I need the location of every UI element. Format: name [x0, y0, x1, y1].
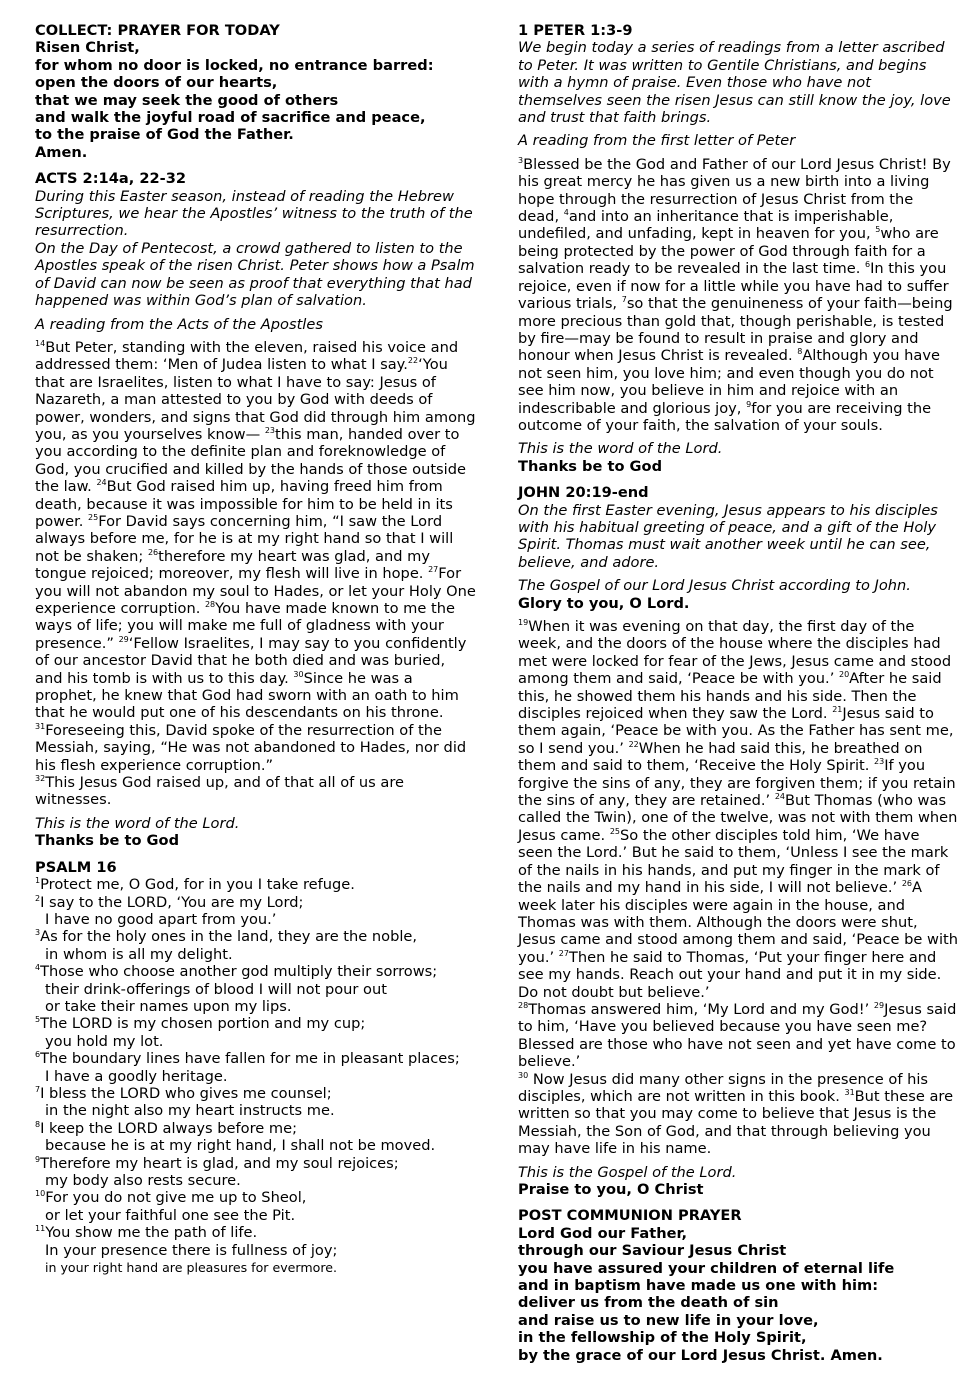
psalm-line	[35, 1033, 477, 1050]
verse-text: and into an inheritance that is imperishable, undefiled, and unfading, kept in heaven for you,	[518, 208, 894, 243]
psalm-line-text: or let your faithful one see the Pit.	[45, 1206, 296, 1224]
verse-text: so that the genuineness of your faith—being more precious than gold that, though perishable, is tested by fire—may be found to result in praise and glory and honour when Jesus Christ is revealed.	[518, 295, 953, 365]
post-communion-line: deliver us from the death of sin	[518, 1294, 779, 1312]
verse-text: After he said this, he showed them his hands and his side. Then the disciples rejoiced when they saw the Lord.	[518, 670, 942, 723]
collect-line: that we may seek the good of others	[35, 91, 339, 109]
verse-number: 14	[35, 339, 46, 349]
psalm-line	[35, 981, 477, 998]
verse-number: 25	[88, 513, 99, 523]
verse-number: 5	[875, 225, 881, 235]
verse-text: therefore my heart was glad, and my tongue rejoiced; moreover, my flesh will live in hope.	[35, 547, 430, 583]
acts-announcement: A reading from the Acts of the Apostles	[35, 315, 323, 333]
verse-text: ‘You that are Israelites, listen to what I have to say: Jesus of Nazareth, a man attested to you by God with deeds of power, wonders, and signs that God did through him among you, as you yourselves know—	[35, 356, 476, 443]
left-column	[35, 22, 477, 1285]
verse-number: 8	[35, 1119, 41, 1129]
acts-text	[35, 339, 477, 774]
psalm-line	[35, 876, 477, 893]
verse-number: 24	[774, 792, 785, 802]
verse-number: 29	[118, 634, 129, 644]
psalm-line	[35, 1015, 477, 1032]
verse-number: 31	[35, 721, 46, 731]
verse-number: 8	[797, 347, 803, 357]
psalm-line	[35, 1172, 477, 1189]
psalm-line	[35, 963, 477, 980]
psalm-line	[35, 1102, 477, 1119]
peter-text	[518, 156, 958, 435]
psalm-line	[35, 1085, 477, 1102]
verse-text: In this you rejoice, even if now for a little while you have had to suffer various trials,	[518, 260, 949, 313]
john-text	[518, 618, 958, 1001]
collect-line: for whom no door is locked, no entrance barred:	[35, 56, 434, 74]
psalm-line-text: I have a goodly heritage.	[45, 1067, 228, 1085]
verse-text: A week later his disciples were again in the house, and Thomas was with them. Although the doors were shut, Jesus came and stood among them and said, ‘Peace be with you.’	[518, 879, 958, 966]
verse-text: ‘Fellow Israelites, I may say to you confidently of our ancestor David that he both died and was buried, and his tomb is with us to this day.	[35, 634, 467, 687]
psalm-line-text: Those who choose another god multiply their sorrows;	[40, 963, 438, 981]
collect-line: open the doors of our hearts,	[35, 74, 278, 92]
psalm-line-text: You show me the path of life.	[45, 1224, 258, 1242]
verse-text: who are being protected by the power of God through faith for a salvation ready to be revealed in the last time.	[518, 225, 939, 278]
peter-response: Thanks be to God	[518, 457, 663, 475]
verse-number: 28	[518, 1001, 529, 1011]
verse-text: If you forgive the sins of any, they are forgiven them; if you retain the sins of any, they are retained.’	[518, 757, 956, 810]
verse-text: You have made known to me the ways of life; you will make me full of gladness with your presence.”	[35, 600, 455, 652]
verse-number: 6	[864, 260, 871, 270]
verse-number: 27	[428, 565, 439, 575]
john-announcement: The Gospel of our Lord Jesus Christ according to John.	[518, 577, 911, 595]
acts-text-last	[35, 774, 477, 809]
psalm-line-text: I have no good apart from you.’	[45, 910, 277, 928]
psalm-line-text: my body also rests secure.	[45, 1172, 241, 1189]
verse-text: Blessed be the God and Father of our Lord Jesus Christ! By his great mercy he has given us a new birth into a living hope through the resurrection of Jesus Christ from the dead,	[518, 155, 951, 226]
john-intro: On the first Easter evening, Jesus appears to his disciples with his habitual greeting of peace, and a gift of the Holy Spirit. Thomas must wait another week until he can see, believe, and adore.	[518, 501, 938, 571]
peter-ending: This is the word of the Lord.	[518, 440, 723, 458]
verse-number: 1	[35, 876, 41, 886]
john-text-3	[518, 1071, 958, 1158]
psalm-line	[35, 1155, 477, 1172]
psalm-last-line: in your right hand are pleasures for evermore.	[45, 1260, 338, 1276]
psalm-line-text: you hold my lot.	[45, 1032, 164, 1050]
peter-intro: We begin today a series of readings from a letter ascribed to Peter. It was written to Gentile Christians, and begins with a hymn of praise. Even those who have not themselves seen the risen Jesus can still know the joy, love and trust that faith brings.	[518, 39, 951, 127]
verse-text: But these are written so that you may come to believe that Jesus is the Messiah, the Son of God, and that through believing you may have life in his name.	[518, 1087, 954, 1158]
psalm-section	[35, 859, 477, 1277]
acts-response: Thanks be to God	[35, 832, 180, 850]
psalm-line	[35, 1242, 477, 1259]
collect-prayer	[35, 39, 477, 161]
psalm-line-text: their drink-offerings of blood I will not pour out	[45, 980, 387, 998]
psalm-line	[35, 928, 477, 945]
psalm-line-text: In your presence there is fullness of joy;	[45, 1241, 338, 1259]
verse-number: 4	[563, 208, 569, 218]
psalm-line	[35, 894, 477, 911]
verse-number: 32	[35, 774, 46, 784]
peter-reading-section	[518, 22, 958, 475]
psalm-line	[35, 1137, 477, 1154]
psalm-line-text: in the night also my heart instructs me.	[45, 1102, 335, 1120]
verse-text: this man, handed over to you according to the definite plan and foreknowledge of God, you crucified and killed by the hands of those outside the law.	[35, 425, 466, 496]
psalm-line	[35, 1224, 477, 1241]
verse-number: 2	[35, 893, 41, 903]
post-communion-line: Lord God our Father,	[518, 1224, 688, 1242]
john-acclamation: Glory to you, O Lord.	[518, 594, 690, 612]
post-communion-heading: POST COMMUNION PRAYER	[518, 1207, 742, 1225]
peter-heading: 1 PETER 1:3-9	[518, 22, 633, 39]
psalm-heading: PSALM 16	[35, 858, 117, 876]
psalm-line-text: The LORD is my chosen portion and my cup;	[40, 1015, 366, 1033]
verse-text: But God raised him up, having freed him from death, because it was impossible for him to be held in its power.	[35, 478, 453, 530]
collect-line: and walk the joyful road of sacrifice and peace,	[35, 109, 426, 127]
collect-line: to the praise of God the Father.	[35, 126, 294, 144]
post-communion-line: in the fellowship of the Holy Spirit,	[518, 1329, 807, 1347]
verse-text: Then he said to Thomas, ‘Put your finger here and see my hands. Reach out your hand and put it in my side. Do not doubt but believe.’	[518, 948, 942, 1001]
right-column	[518, 22, 958, 1373]
psalm-line-text: or take their names upon my lips.	[45, 997, 292, 1015]
psalm-text	[35, 876, 477, 1259]
collect-heading: COLLECT: PRAYER FOR TODAY	[35, 22, 280, 39]
psalm-line-text: As for the holy ones in the land, they are the noble,	[40, 928, 418, 946]
verse-number: 26	[147, 547, 159, 557]
psalm-line	[35, 911, 477, 928]
verse-text: So the other disciples told him, ‘We have seen the Lord.’ But he said to them, ‘Unless I see the mark of the nails in his hands, and put my finger in the mark of the nails and my hand in his side, I will not believe.’	[518, 826, 949, 897]
verse-text: For you will not abandon my soul to Hades, or let your Holy One experience corruption.	[35, 565, 476, 617]
verse-text: Although you have not seen him, you love him; and even though you do not see him now, you believe in him and rejoice with an indescribable and glorious joy,	[518, 347, 940, 417]
post-communion-line: and in baptism have made us one with him:	[518, 1277, 879, 1295]
psalm-line	[35, 1050, 477, 1067]
post-communion-line: and raise us to new life in your love,	[518, 1311, 819, 1329]
verse-number: 27	[558, 948, 569, 958]
psalm-line-text: I bless the LORD who gives me counsel;	[40, 1084, 332, 1102]
verse-number: 5	[35, 1015, 41, 1025]
post-communion-line: you have assured your children of eternal life	[518, 1259, 895, 1277]
verse-number: 23	[264, 426, 276, 436]
verse-text: This Jesus God raised up, and of that all of us are witnesses.	[35, 774, 405, 809]
psalm-line-text: in whom is all my delight.	[45, 945, 233, 963]
psalm-line-text: I keep the LORD always before me;	[40, 1119, 298, 1137]
psalm-line-text: Protect me, O God, for in you I take refuge.	[40, 876, 355, 894]
psalm-line	[35, 1068, 477, 1085]
collect-line: Amen.	[35, 143, 88, 161]
gospel-section	[518, 484, 958, 1198]
verse-number: 22	[628, 739, 639, 749]
verse-text: for you are receiving the outcome of your faith, the salvation of your souls.	[518, 399, 932, 434]
verse-number: 6	[35, 1050, 41, 1060]
post-communion-section	[518, 1207, 958, 1364]
verse-number: 30	[518, 1070, 529, 1080]
verse-number: 25	[609, 827, 621, 837]
collect-line: Risen Christ,	[35, 39, 140, 57]
john-ending: This is the Gospel of the Lord.	[518, 1163, 737, 1181]
verse-number: 23	[874, 757, 885, 767]
verse-text: Jesus said to them again, ‘Peace be with you. As the Father has sent me, so I send you.’	[518, 705, 954, 757]
verse-number: 28	[204, 600, 216, 610]
collect-section	[35, 22, 477, 161]
verse-number: 31	[844, 1088, 855, 1098]
psalm-line-text: The boundary lines have fallen for me in pleasant places;	[40, 1050, 460, 1068]
verse-number: 7	[35, 1085, 41, 1095]
verse-text: For David says concerning him, “I saw the Lord always before me, for he is at my right hand so that I will not be shaken;	[35, 512, 454, 565]
verse-number: 11	[35, 1224, 46, 1234]
acts-intro-1: During this Easter season, instead of reading the Hebrew Scriptures, we hear the Apostles’ witness to the truth of the resurrection.	[35, 187, 473, 240]
verse-number: 21	[832, 705, 843, 715]
verse-number: 24	[96, 478, 107, 488]
verse-number: 7	[621, 295, 627, 305]
peter-announcement: A reading from the first letter of Peter	[518, 132, 796, 150]
post-communion-line: by the grace of our Lord Jesus Christ. Amen.	[518, 1346, 883, 1364]
acts-heading: ACTS 2:14a, 22-32	[35, 170, 186, 188]
verse-number: 9	[746, 399, 752, 409]
verse-number: 22	[407, 356, 419, 366]
verse-text: When he had said this, he breathed on them and said to them, ‘Receive the Holy Spirit.	[518, 739, 923, 775]
psalm-line-text: Therefore my heart is glad, and my soul rejoices;	[40, 1154, 399, 1172]
psalm-line	[35, 998, 477, 1015]
verse-text: Now Jesus did many other signs in the presence of his disciples, which are not written in this book.	[518, 1070, 928, 1105]
post-communion-prayer	[518, 1225, 958, 1364]
verse-number: 26	[901, 879, 913, 889]
verse-text: Thomas answered him, ‘My Lord and my God!’	[528, 1000, 874, 1018]
john-response: Praise to you, O Christ	[518, 1181, 704, 1198]
psalm-line-text: I say to the LORD, ‘You are my Lord;	[40, 893, 304, 911]
verse-number: 3	[518, 155, 524, 165]
psalm-line	[35, 946, 477, 963]
psalm-line	[35, 1120, 477, 1137]
acts-reading-section	[35, 170, 477, 849]
acts-ending: This is the word of the Lord.	[35, 814, 240, 832]
acts-intro-2: On the Day of Pentecost, a crowd gathered to listen to the Apostles speak of the risen Christ. Peter shows how a Psalm of David can now be seen as proof that everything that had happened was within God’s plan of salvation.	[35, 239, 475, 310]
verse-number: 9	[35, 1154, 41, 1164]
verse-number: 19	[518, 618, 529, 628]
verse-text: Jesus said to him, ‘Have you believed because you have seen me? Blessed are those who have not seen and yet have come to believe.’	[518, 1000, 957, 1071]
verse-text: Foreseeing this, David spoke of the resurrection of the Messiah, saying, “He was not abandoned to Hades, nor did his flesh experience corruption.”	[35, 721, 467, 774]
verse-number: 3	[35, 928, 41, 938]
verse-number: 4	[35, 963, 41, 973]
psalm-line	[35, 1189, 477, 1206]
psalm-line-text: because he is at my right hand, I shall not be moved.	[45, 1137, 436, 1155]
verse-number: 29	[873, 1001, 885, 1011]
verse-number: 30	[293, 669, 304, 679]
psalm-line-text: For you do not give me up to Sheol,	[45, 1189, 307, 1207]
verse-text: Since he was a prophet, he knew that God had sworn with an oath to him that he would put one of his descendants on his throne.	[35, 669, 459, 722]
verse-text: But Peter, standing with the eleven, raised his voice and addressed them: ‘Men of Judea listen to what I say.	[35, 338, 459, 374]
verse-text: When it was evening on that day, the first day of the week, and the doors of the house where the disciples had met were locked for fear of the Jews, Jesus came and stood among them and said, ‘Peace be with you.’	[518, 618, 952, 688]
post-communion-line: through our Saviour Jesus Christ	[518, 1242, 787, 1260]
psalm-line	[35, 1207, 477, 1224]
verse-text: But Thomas (who was called the Twin), one of the twelve, was not with them when Jesus came.	[518, 792, 958, 844]
john-text-2	[518, 1001, 958, 1071]
verse-number: 10	[35, 1189, 46, 1199]
john-heading: JOHN 20:19-end	[518, 484, 649, 502]
verse-number: 20	[838, 670, 850, 680]
